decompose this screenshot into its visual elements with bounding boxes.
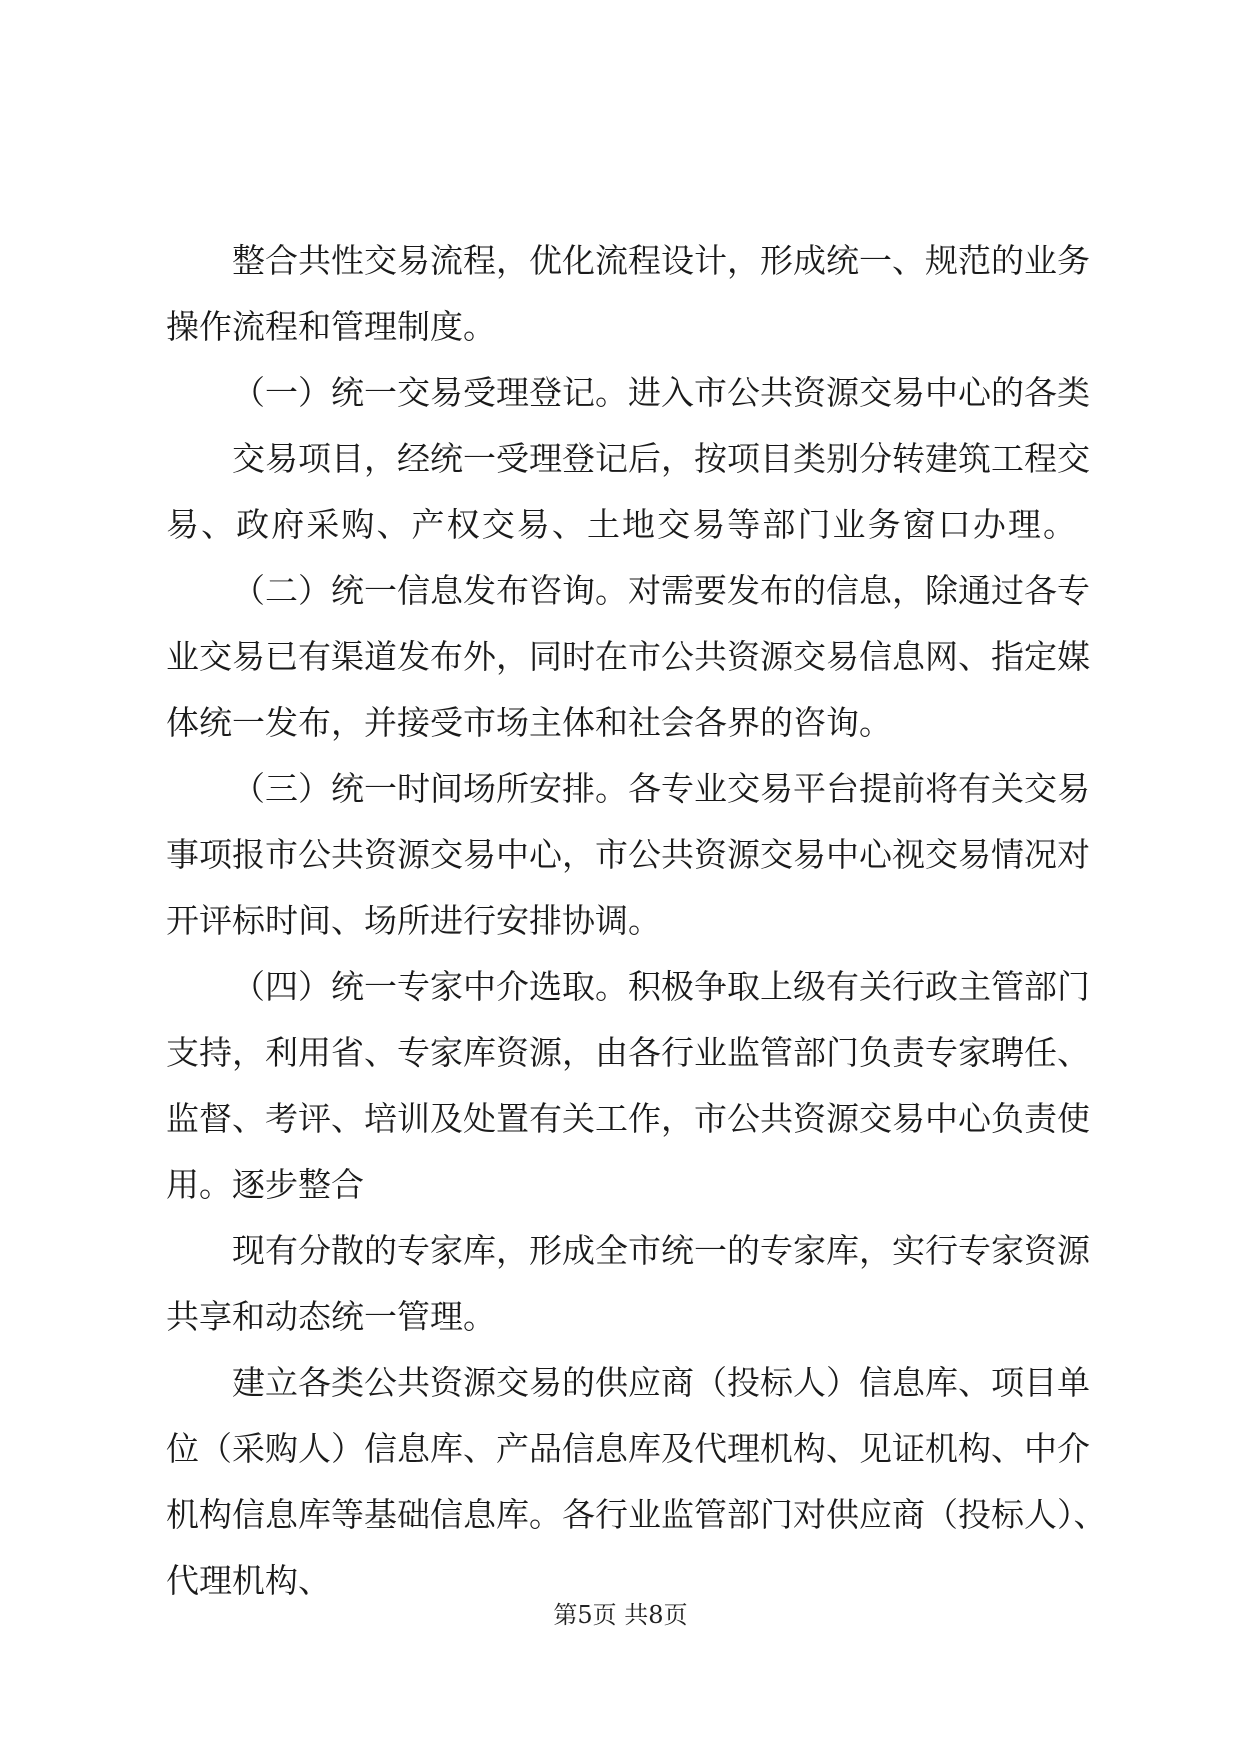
paragraph-line: （三）统一时间场所安排。各专业交易平台提前将有关交易 (232, 769, 1090, 808)
document-body (166, 228, 1107, 1614)
paragraph-line: 开评标时间、场所进行安排协调。 (166, 901, 661, 940)
paragraph-line: 机构信息库等基础信息库。各行业监管部门对供应商（投标人）、 (166, 1495, 1107, 1534)
paragraph-line: （一）统一交易受理登记。进入市公共资源交易中心的各类 (232, 373, 1090, 412)
paragraph-line: 监督、考评、培训及处置有关工作，市公共资源交易中心负责使 (166, 1099, 1090, 1138)
paragraph-line: 事项报市公共资源交易中心，市公共资源交易中心视交易情况对 (166, 835, 1090, 874)
paragraph-line: 用。逐步整合 (166, 1165, 364, 1204)
paragraph-line: 业交易已有渠道发布外，同时在市公共资源交易信息网、指定媒 (166, 637, 1090, 676)
paragraph-line: 建立各类公共资源交易的供应商（投标人）信息库、项目单 (232, 1363, 1090, 1402)
paragraph-line: 支持，利用省、专家库资源，由各行业监管部门负责专家聘任、 (166, 1033, 1090, 1072)
paragraph-line: 整合共性交易流程，优化流程设计，形成统一、规范的业务 (232, 241, 1090, 280)
paragraph-line: 交易项目，经统一受理登记后，按项目类别分转建筑工程交 (232, 439, 1090, 478)
paragraph-line: 位（采购人）信息库、产品信息库及代理机构、见证机构、中介 (166, 1429, 1090, 1468)
paragraph-line: （二）统一信息发布咨询。对需要发布的信息，除通过各专 (232, 571, 1090, 610)
paragraph-line: （四）统一专家中介选取。积极争取上级有关行政主管部门 (232, 967, 1090, 1006)
paragraph-line: 体统一发布，并接受市场主体和社会各界的咨询。 (166, 703, 892, 742)
paragraph-line: 共享和动态统一管理。 (166, 1297, 496, 1336)
paragraph-line: 现有分散的专家库，形成全市统一的专家库，实行专家资源 (232, 1231, 1090, 1270)
page-number-footer: 第5页 共8页 (553, 1601, 688, 1629)
paragraph-line: 易、政府采购、产权交易、土地交易等部门业务窗口办理。 (166, 505, 1076, 544)
paragraph-line: 代理机构、 (166, 1561, 331, 1600)
paragraph-line: 操作流程和管理制度。 (166, 307, 496, 346)
